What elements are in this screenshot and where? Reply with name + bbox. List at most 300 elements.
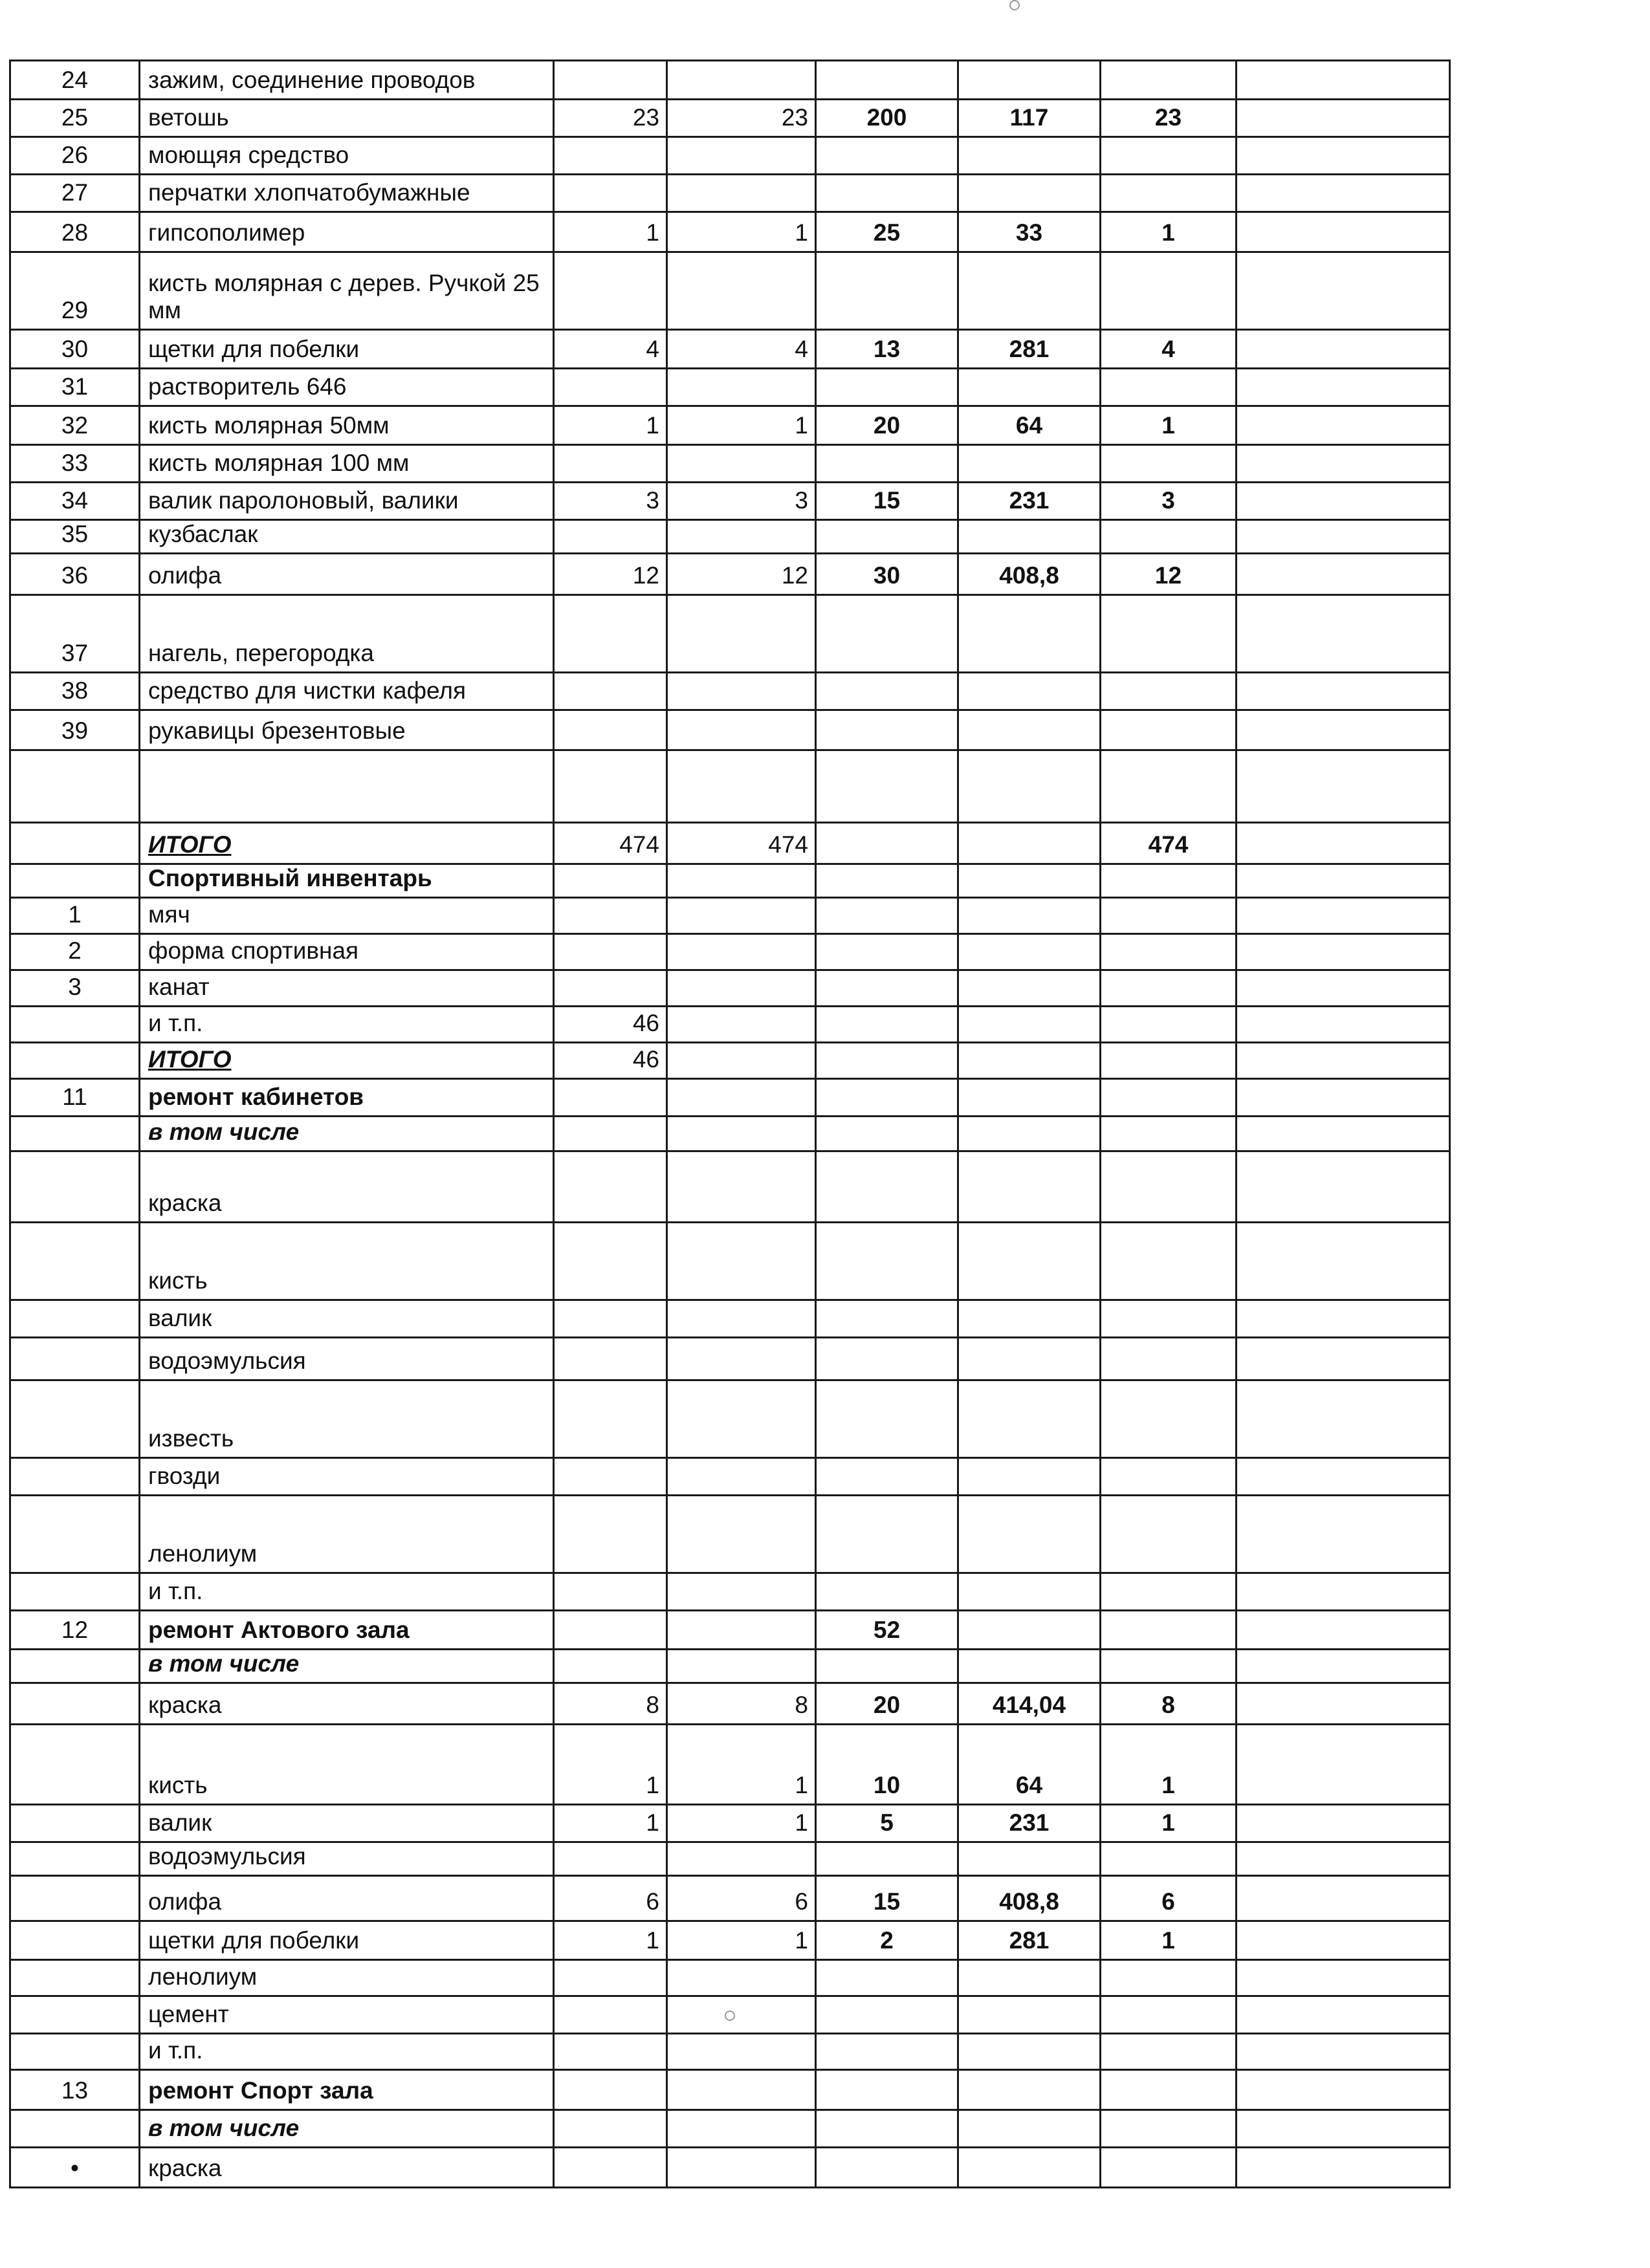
cell-note [1237, 1380, 1450, 1458]
cell-row-number: 1 [10, 898, 140, 934]
cell-qty-total: 12 [1101, 554, 1237, 595]
cell-qty-fact: 8 [667, 1683, 816, 1725]
cell-item-name: моющяя средство [140, 137, 554, 175]
cell-qty-fact [667, 520, 816, 554]
cell-qty-plan [554, 1300, 667, 1338]
scan-speck [1009, 0, 1020, 10]
cell-unit-price [958, 1338, 1101, 1380]
cell-qty-fact: 1 [667, 1921, 816, 1960]
cell-qty-total [1101, 1960, 1237, 1996]
cell-row-number: 24 [10, 61, 140, 100]
cell-item-name: валик паролоновый, валики [140, 483, 554, 520]
cell-note [1237, 100, 1450, 137]
cell-qty-fact [667, 2148, 816, 2188]
cell-unit-price: 281 [958, 330, 1101, 369]
cell-qty-plan [554, 1079, 667, 1117]
cell-qty-total [1101, 1117, 1237, 1151]
cell-row-number: 3 [10, 970, 140, 1007]
cell-row-number: 28 [10, 212, 140, 252]
cell-unit-price [958, 1380, 1101, 1458]
cell-item-name: перчатки хлопчатобумажные [140, 175, 554, 212]
cell-unit-count [816, 1300, 958, 1338]
cell-qty-plan [554, 750, 667, 823]
cell-qty-fact: 6 [667, 1876, 816, 1921]
cell-qty-plan [554, 61, 667, 100]
cell-row-number [10, 1496, 140, 1573]
cell-unit-count [816, 2070, 958, 2110]
cell-qty-plan: 4 [554, 330, 667, 369]
cell-qty-plan [554, 1496, 667, 1573]
cell-note [1237, 445, 1450, 483]
cell-item-name: щетки для побелки [140, 330, 554, 369]
table-row [10, 137, 1450, 175]
cell-qty-fact [667, 1223, 816, 1300]
cell-item-name: рукавицы брезентовые [140, 710, 554, 750]
cell-qty-fact [667, 1650, 816, 1683]
cell-row-number: 11 [10, 1079, 140, 1117]
cell-unit-count [816, 710, 958, 750]
cell-unit-price [958, 823, 1101, 864]
cell-qty-plan: 1 [554, 1805, 667, 1842]
cell-item-name: ремонт Актового зала [140, 1611, 554, 1650]
cell-qty-total: 1 [1101, 1805, 1237, 1842]
cell-unit-count: 13 [816, 330, 958, 369]
cell-note [1237, 137, 1450, 175]
cell-qty-total [1101, 1043, 1237, 1079]
cell-item-name: щетки для побелки [140, 1921, 554, 1960]
cell-note [1237, 2148, 1450, 2188]
cell-unit-count [816, 175, 958, 212]
cell-qty-fact [667, 934, 816, 970]
table-row [10, 1007, 1450, 1043]
cell-row-number [10, 823, 140, 864]
table-row [10, 1300, 1450, 1338]
cell-unit-count [816, 1223, 958, 1300]
cell-unit-price [958, 1650, 1101, 1683]
cell-qty-total [1101, 970, 1237, 1007]
cell-row-number: 29 [10, 252, 140, 330]
cell-unit-count: 52 [816, 1611, 958, 1650]
cell-qty-total [1101, 175, 1237, 212]
cell-row-number [10, 1842, 140, 1876]
cell-qty-total [1101, 1338, 1237, 1380]
cell-item-name: растворитель 646 [140, 369, 554, 406]
cell-qty-plan [554, 673, 667, 710]
cell-qty-fact [667, 2070, 816, 2110]
cell-row-number: 26 [10, 137, 140, 175]
table-row [10, 1683, 1450, 1725]
cell-unit-count [816, 1842, 958, 1876]
cell-note [1237, 1996, 1450, 2034]
cell-qty-plan [554, 898, 667, 934]
cell-unit-count [816, 934, 958, 970]
cell-qty-fact: 4 [667, 330, 816, 369]
cell-qty-plan [554, 1842, 667, 1876]
cell-row-number [10, 1117, 140, 1151]
cell-unit-count [816, 1496, 958, 1573]
table-row [10, 252, 1450, 330]
cell-note [1237, 1725, 1450, 1805]
cell-unit-price [958, 1007, 1101, 1043]
cell-note [1237, 406, 1450, 445]
cell-unit-price [958, 1611, 1101, 1650]
table-row [10, 1223, 1450, 1300]
cell-note [1237, 1007, 1450, 1043]
table-row [10, 898, 1450, 934]
cell-unit-price [958, 1573, 1101, 1611]
cell-item-name: и т.п. [140, 1007, 554, 1043]
cell-qty-plan: 23 [554, 100, 667, 137]
cell-unit-count [816, 1458, 958, 1496]
cell-item-name: кисть [140, 1725, 554, 1805]
cell-qty-total [1101, 369, 1237, 406]
cell-qty-fact [667, 2034, 816, 2070]
cell-qty-fact [667, 2110, 816, 2148]
cell-row-number [10, 1683, 140, 1725]
cell-qty-fact [667, 1996, 816, 2034]
cell-unit-count [816, 252, 958, 330]
cell-row-number: 36 [10, 554, 140, 595]
cell-unit-price [958, 864, 1101, 898]
cell-unit-count [816, 1043, 958, 1079]
cell-qty-total: 23 [1101, 100, 1237, 137]
cell-unit-price: 408,8 [958, 1876, 1101, 1921]
cell-unit-price [958, 1043, 1101, 1079]
cell-qty-fact [667, 175, 816, 212]
cell-qty-plan [554, 1117, 667, 1151]
table-row [10, 1611, 1450, 1650]
cell-item-name: олифа [140, 1876, 554, 1921]
cell-note [1237, 61, 1450, 100]
cell-unit-price [958, 1117, 1101, 1151]
cell-qty-total [1101, 1842, 1237, 1876]
cell-qty-plan [554, 710, 667, 750]
cell-qty-fact [667, 1842, 816, 1876]
cell-qty-plan: 3 [554, 483, 667, 520]
cell-note [1237, 970, 1450, 1007]
table-row [10, 1921, 1450, 1960]
cell-unit-price [958, 898, 1101, 934]
cell-note [1237, 520, 1450, 554]
cell-qty-plan [554, 2034, 667, 2070]
cell-qty-total [1101, 864, 1237, 898]
table-row [10, 1650, 1450, 1683]
cell-unit-count [816, 1960, 958, 1996]
cell-qty-plan [554, 2110, 667, 2148]
cell-qty-total [1101, 1380, 1237, 1458]
cell-row-number [10, 1725, 140, 1805]
materials-table [9, 60, 1451, 2188]
cell-qty-plan: 1 [554, 1725, 667, 1805]
cell-item-name: краска [140, 1683, 554, 1725]
cell-row-number [10, 1573, 140, 1611]
cell-unit-price [958, 1458, 1101, 1496]
cell-unit-price: 231 [958, 483, 1101, 520]
cell-row-number [10, 1007, 140, 1043]
cell-qty-plan [554, 864, 667, 898]
cell-unit-count [816, 1996, 958, 2034]
cell-row-number [10, 1043, 140, 1079]
cell-qty-total: 1 [1101, 212, 1237, 252]
cell-note [1237, 252, 1450, 330]
cell-unit-count [816, 750, 958, 823]
table-row [10, 554, 1450, 595]
cell-row-number: 32 [10, 406, 140, 445]
cell-qty-fact [667, 137, 816, 175]
cell-qty-fact: 1 [667, 406, 816, 445]
cell-qty-plan: 8 [554, 1683, 667, 1725]
cell-unit-price: 33 [958, 212, 1101, 252]
table-row [10, 1079, 1450, 1117]
table-row [10, 1380, 1450, 1458]
cell-qty-plan [554, 1380, 667, 1458]
cell-qty-total [1101, 1007, 1237, 1043]
cell-qty-total [1101, 1300, 1237, 1338]
cell-note [1237, 710, 1450, 750]
cell-qty-fact [667, 1338, 816, 1380]
cell-qty-total: 8 [1101, 1683, 1237, 1725]
cell-item-name: краска [140, 1151, 554, 1223]
cell-qty-plan [554, 1996, 667, 2034]
cell-item-name: валик [140, 1805, 554, 1842]
cell-item-name: ИТОГО [140, 823, 554, 864]
cell-row-number [10, 2034, 140, 2070]
cell-item-name: и т.п. [140, 1573, 554, 1611]
cell-note [1237, 1650, 1450, 1683]
table-row [10, 520, 1450, 554]
cell-unit-count [816, 445, 958, 483]
cell-qty-plan [554, 1223, 667, 1300]
cell-qty-plan [554, 1611, 667, 1650]
cell-note [1237, 1338, 1450, 1380]
cell-qty-total [1101, 595, 1237, 673]
cell-row-number [10, 1921, 140, 1960]
cell-qty-plan [554, 445, 667, 483]
cell-qty-total [1101, 1573, 1237, 1611]
cell-qty-total: 3 [1101, 483, 1237, 520]
cell-qty-plan [554, 369, 667, 406]
cell-unit-count [816, 1079, 958, 1117]
cell-unit-price: 414,04 [958, 1683, 1101, 1725]
cell-note [1237, 1842, 1450, 1876]
cell-unit-count [816, 1151, 958, 1223]
cell-unit-count [816, 1650, 958, 1683]
cell-note [1237, 1043, 1450, 1079]
cell-qty-fact: 1 [667, 1805, 816, 1842]
table-row [10, 212, 1450, 252]
cell-note [1237, 483, 1450, 520]
cell-item-name: ремонт Спорт зала [140, 2070, 554, 2110]
cell-unit-count: 20 [816, 1683, 958, 1725]
cell-unit-price: 408,8 [958, 554, 1101, 595]
cell-qty-plan: 1 [554, 1921, 667, 1960]
cell-qty-fact [667, 1300, 816, 1338]
cell-qty-plan [554, 175, 667, 212]
cell-qty-total [1101, 445, 1237, 483]
table-row [10, 970, 1450, 1007]
cell-item-name: кисть молярная 50мм [140, 406, 554, 445]
cell-item-name: кисть [140, 1223, 554, 1300]
table-row [10, 673, 1450, 710]
table-row [10, 1043, 1450, 1079]
cell-row-number: • [10, 2148, 140, 2188]
cell-row-number [10, 1960, 140, 1996]
table-row [10, 823, 1450, 864]
cell-qty-total [1101, 2070, 1237, 2110]
cell-note [1237, 1151, 1450, 1223]
cell-qty-fact [667, 445, 816, 483]
cell-qty-fact [667, 595, 816, 673]
cell-item-name: ленолиум [140, 1496, 554, 1573]
cell-qty-plan: 1 [554, 212, 667, 252]
cell-qty-fact [667, 710, 816, 750]
cell-qty-plan [554, 1151, 667, 1223]
cell-qty-total: 1 [1101, 1921, 1237, 1960]
cell-unit-price: 231 [958, 1805, 1101, 1842]
cell-unit-price [958, 175, 1101, 212]
table-row [10, 330, 1450, 369]
cell-unit-price [958, 1496, 1101, 1573]
cell-qty-fact [667, 1380, 816, 1458]
cell-note [1237, 1223, 1450, 1300]
cell-qty-plan [554, 1338, 667, 1380]
cell-note [1237, 1876, 1450, 1921]
cell-unit-price: 64 [958, 406, 1101, 445]
cell-unit-count [816, 673, 958, 710]
cell-item-name: ветошь [140, 100, 554, 137]
cell-unit-count [816, 970, 958, 1007]
cell-qty-total [1101, 1496, 1237, 1573]
cell-row-number: 37 [10, 595, 140, 673]
cell-item-name: известь [140, 1380, 554, 1458]
cell-unit-price [958, 934, 1101, 970]
cell-unit-price [958, 1960, 1101, 1996]
cell-item-name: валик [140, 1300, 554, 1338]
cell-qty-plan: 474 [554, 823, 667, 864]
cell-item-name [140, 750, 554, 823]
cell-row-number: 35 [10, 520, 140, 554]
cell-note [1237, 1921, 1450, 1960]
cell-row-number [10, 1300, 140, 1338]
cell-row-number [10, 1996, 140, 2034]
cell-qty-total [1101, 1151, 1237, 1223]
cell-unit-price [958, 2070, 1101, 2110]
cell-qty-fact [667, 864, 816, 898]
cell-unit-price [958, 137, 1101, 175]
table-row [10, 1805, 1450, 1842]
cell-qty-total [1101, 2148, 1237, 2188]
cell-unit-price [958, 2034, 1101, 2070]
cell-item-name: гвозди [140, 1458, 554, 1496]
table-row [10, 1338, 1450, 1380]
cell-qty-total: 1 [1101, 1725, 1237, 1805]
table-body [10, 61, 1450, 2188]
cell-note [1237, 2070, 1450, 2110]
cell-item-name: водоэмульсия [140, 1338, 554, 1380]
cell-qty-total: 4 [1101, 330, 1237, 369]
cell-qty-fact [667, 61, 816, 100]
cell-qty-fact [667, 1458, 816, 1496]
cell-row-number: 2 [10, 934, 140, 970]
cell-unit-price [958, 710, 1101, 750]
table-row [10, 595, 1450, 673]
cell-note [1237, 2034, 1450, 2070]
cell-note [1237, 934, 1450, 970]
cell-row-number [10, 1876, 140, 1921]
cell-item-name: Спортивный инвентарь [140, 864, 554, 898]
cell-note [1237, 673, 1450, 710]
cell-unit-count [816, 1338, 958, 1380]
cell-qty-total [1101, 750, 1237, 823]
cell-item-name: ленолиум [140, 1960, 554, 1996]
table-row [10, 100, 1450, 137]
cell-qty-fact [667, 1043, 816, 1079]
cell-qty-total [1101, 137, 1237, 175]
cell-qty-plan [554, 252, 667, 330]
cell-unit-count [816, 2148, 958, 2188]
cell-row-number [10, 750, 140, 823]
cell-unit-price [958, 1079, 1101, 1117]
table-row [10, 406, 1450, 445]
cell-qty-plan [554, 137, 667, 175]
cell-qty-total [1101, 1611, 1237, 1650]
cell-qty-plan [554, 595, 667, 673]
cell-unit-price [958, 1996, 1101, 2034]
cell-unit-count [816, 864, 958, 898]
scan-speck [725, 2011, 735, 2021]
cell-qty-fact: 23 [667, 100, 816, 137]
cell-unit-count: 5 [816, 1805, 958, 1842]
cell-unit-price [958, 750, 1101, 823]
cell-qty-fact [667, 1611, 816, 1650]
cell-item-name: водоэмульсия [140, 1842, 554, 1876]
cell-unit-count: 25 [816, 212, 958, 252]
cell-row-number [10, 1458, 140, 1496]
cell-qty-plan [554, 970, 667, 1007]
cell-row-number: 31 [10, 369, 140, 406]
cell-unit-price [958, 1300, 1101, 1338]
table-row [10, 175, 1450, 212]
cell-unit-price: 117 [958, 100, 1101, 137]
cell-unit-price [958, 369, 1101, 406]
cell-qty-plan: 46 [554, 1043, 667, 1079]
cell-qty-plan [554, 2070, 667, 2110]
cell-unit-count [816, 1573, 958, 1611]
cell-qty-total [1101, 673, 1237, 710]
cell-item-name: канат [140, 970, 554, 1007]
cell-note [1237, 1805, 1450, 1842]
cell-qty-total [1101, 520, 1237, 554]
cell-note [1237, 2110, 1450, 2148]
cell-qty-fact [667, 1079, 816, 1117]
table-row [10, 1725, 1450, 1805]
cell-row-number: 39 [10, 710, 140, 750]
cell-qty-plan: 6 [554, 1876, 667, 1921]
cell-row-number: 30 [10, 330, 140, 369]
cell-row-number: 13 [10, 2070, 140, 2110]
cell-unit-count: 20 [816, 406, 958, 445]
cell-item-name: кузбаслак [140, 520, 554, 554]
cell-row-number: 33 [10, 445, 140, 483]
cell-unit-count [816, 61, 958, 100]
cell-qty-fact [667, 750, 816, 823]
cell-unit-price [958, 1223, 1101, 1300]
cell-unit-count [816, 1007, 958, 1043]
cell-item-name: в том числе [140, 2110, 554, 2148]
cell-row-number: 27 [10, 175, 140, 212]
table-row [10, 710, 1450, 750]
cell-qty-fact [667, 369, 816, 406]
